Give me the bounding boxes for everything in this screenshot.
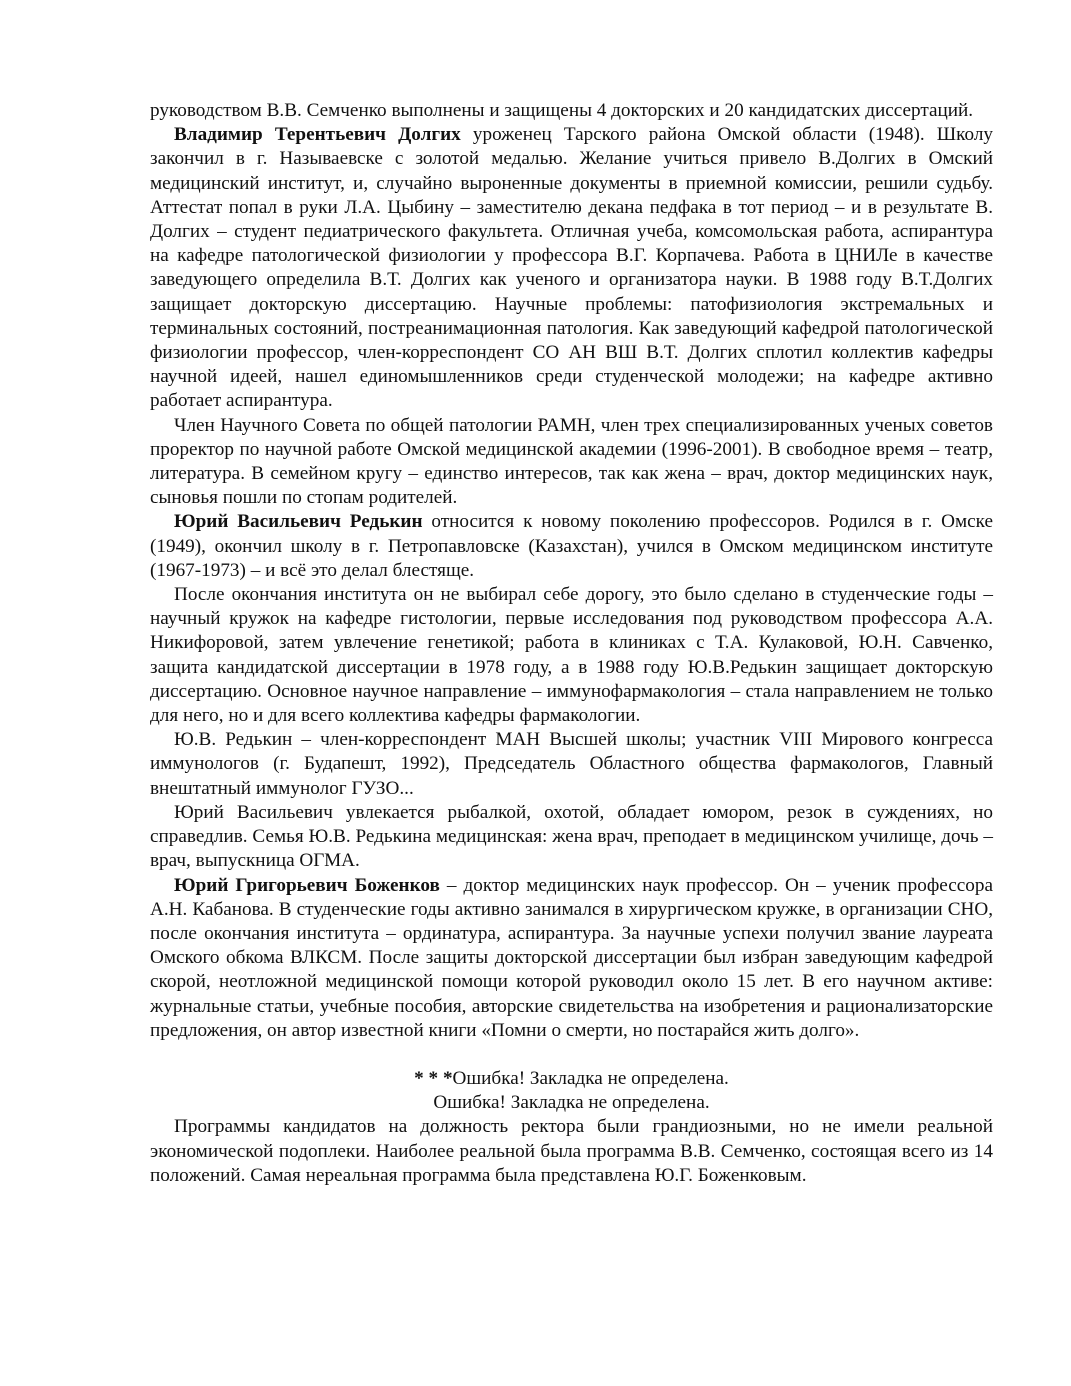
- paragraph-text: уроженец Тарского района Омской области (1948). Школу закончил в г. Называевске с золотой медалью. Желание учиться привело В.Долгих в Омский медицинский институт, и, случайно выроненные документы в приемной комиссии, решили судьбу. Аттестат попал в руки Л.А. Цыбину – заместителю декана педфака в тот период – и в результате В. Долгих – студент педиатрического факультета. Отличная учеба, комсомольская работа, аспирантура на кафедре патологической физиологии у профессора В.Г. Корпачева. Работа в ЦНИЛе в качестве заведующего определила В.Т. Долгих как ученого и организатора науки. В 1988 году В.Т.Долгих защищает докторскую диссертацию. Научные проблемы: патофизиология экстремальных и терминальных состояний, постреанимационная патология. Как заведующий кафедрой патологической физиологии профессор, член-корреспондент СО АН ВШ В.Т. Долгих сплотил коллектив кафедры научной идеей, нашел единомышленников среди студенческой молодежи; на кафедре активно работает аспирантура.: [150, 124, 993, 412]
- paragraph-redkin-roles: [150, 728, 993, 801]
- bookmark-error-2: Ошибка! Закладка не определена.: [433, 1092, 710, 1114]
- bookmark-error-1: Ошибка! Закладка не определена.: [452, 1067, 729, 1089]
- paragraph-text: Юрий Васильевич увлекается рыбалкой, охотой, обладает юмором, резок в суждениях, но справедлив. Семья Ю.В. Редькина медицинская: жена врач, преподает в медицинском училище, дочь – врач, выпускница ОГМА.: [150, 801, 993, 872]
- document-page: [150, 99, 993, 1188]
- person-name-bozhenkov: Юрий Григорьевич Боженков: [174, 874, 440, 896]
- paragraph-text: Член Научного Совета по общей патологии РАМН, член трех специализированных ученых советов проректор по научной работе Омской медицинской академии (1996-2001). В свободное время – театр, литература. В семейном кругу – единство интересов, так как жена – врач, доктор медицинских наук, сыновья пошли по стопам родителей.: [150, 414, 993, 509]
- paragraph-dolgikh-council: [150, 414, 993, 511]
- person-name-redkin: Юрий Васильевич Редькин: [174, 511, 423, 533]
- paragraph-text: относится к новому поколению профессоров. Родился в г. Омске (1949), окончил школу в г. Петропавловске (Казахстан), учился в Омском медицинском институте (1967-1973) – и всё это делал блестяще.: [150, 511, 994, 581]
- paragraph-redkin-bio: [150, 510, 993, 583]
- paragraph-text: Программы кандидатов на должность ректора были грандиозными, но не имели реальной экономической подоплеки. Наиболее реальной была программа В.В. Семченко, состоящая всего из 14 положений. Самая нереальная программа была представлена Ю.Г. Боженковым.: [150, 1116, 993, 1186]
- paragraph-redkin-family: [150, 801, 993, 874]
- paragraph-text: – доктор медицинских наук профессор. Он – ученик профессора А.Н. Кабанова. В студенческие годы активно занимался в хирургическом кружке, в организации СНО, после окончания института – ординатура, аспирантура. За научные успехи получил звание лауреата Омского обкома ВЛКСМ. После защиты докторской диссертации был избран заведующим кафедрой скорой, неотложной медицинской помощи которой руководил около 15 лет. В его научном активе: журнальные статьи, учебные пособия, авторские свидетельства на изобретения и рационализаторские предложения, он автор известной книги «Помни о смерти, но постарайся жить долго».: [150, 874, 993, 1041]
- person-name-dolgikh: Владимир Терентьевич Долгих: [174, 124, 461, 146]
- paragraph-redkin-career: [150, 583, 993, 728]
- paragraph-text: руководством В.В. Семченко выполнены и защищены 4 докторских и 20 кандидатских диссертаций.: [150, 100, 974, 121]
- bookmark-error-line: [150, 1091, 993, 1115]
- paragraph-text: После окончания института он не выбирал себе дорогу, это было сделано в студенческие годы – научный кружок на кафедре гистологии, первые исследования под руководством профессора А.А. Никифоровой, затем увлечение генетикой; работа в клиниках с Т.А. Кулаковой, Ю.Н. Савченко, защита кандидатской диссертации в 1978 году, а в 1988 году Ю.В.Редькин защищает докторскую диссертацию. Основное научное направление – иммунофармакология – стала направлением не только для него, но и для всего коллектива кафедры фармакологии.: [150, 584, 993, 727]
- paragraph-text: Ю.В. Редькин – член-корреспондент МАН Высшей школы; участник VIII Мирового конгресса иммунологов (г. Будапешт, 1992), Председатель Областного общества фармакологов, Главный внештатный иммунолог ГУЗО...: [150, 729, 993, 799]
- separator-stars: * * *: [414, 1067, 453, 1089]
- paragraph-bozhenkov-bio: [150, 874, 993, 1043]
- section-separator: [150, 1067, 993, 1091]
- paragraph-dissertations: [150, 99, 993, 123]
- paragraph-rector-programs: [150, 1115, 993, 1188]
- paragraph-dolgikh-bio: [150, 123, 993, 413]
